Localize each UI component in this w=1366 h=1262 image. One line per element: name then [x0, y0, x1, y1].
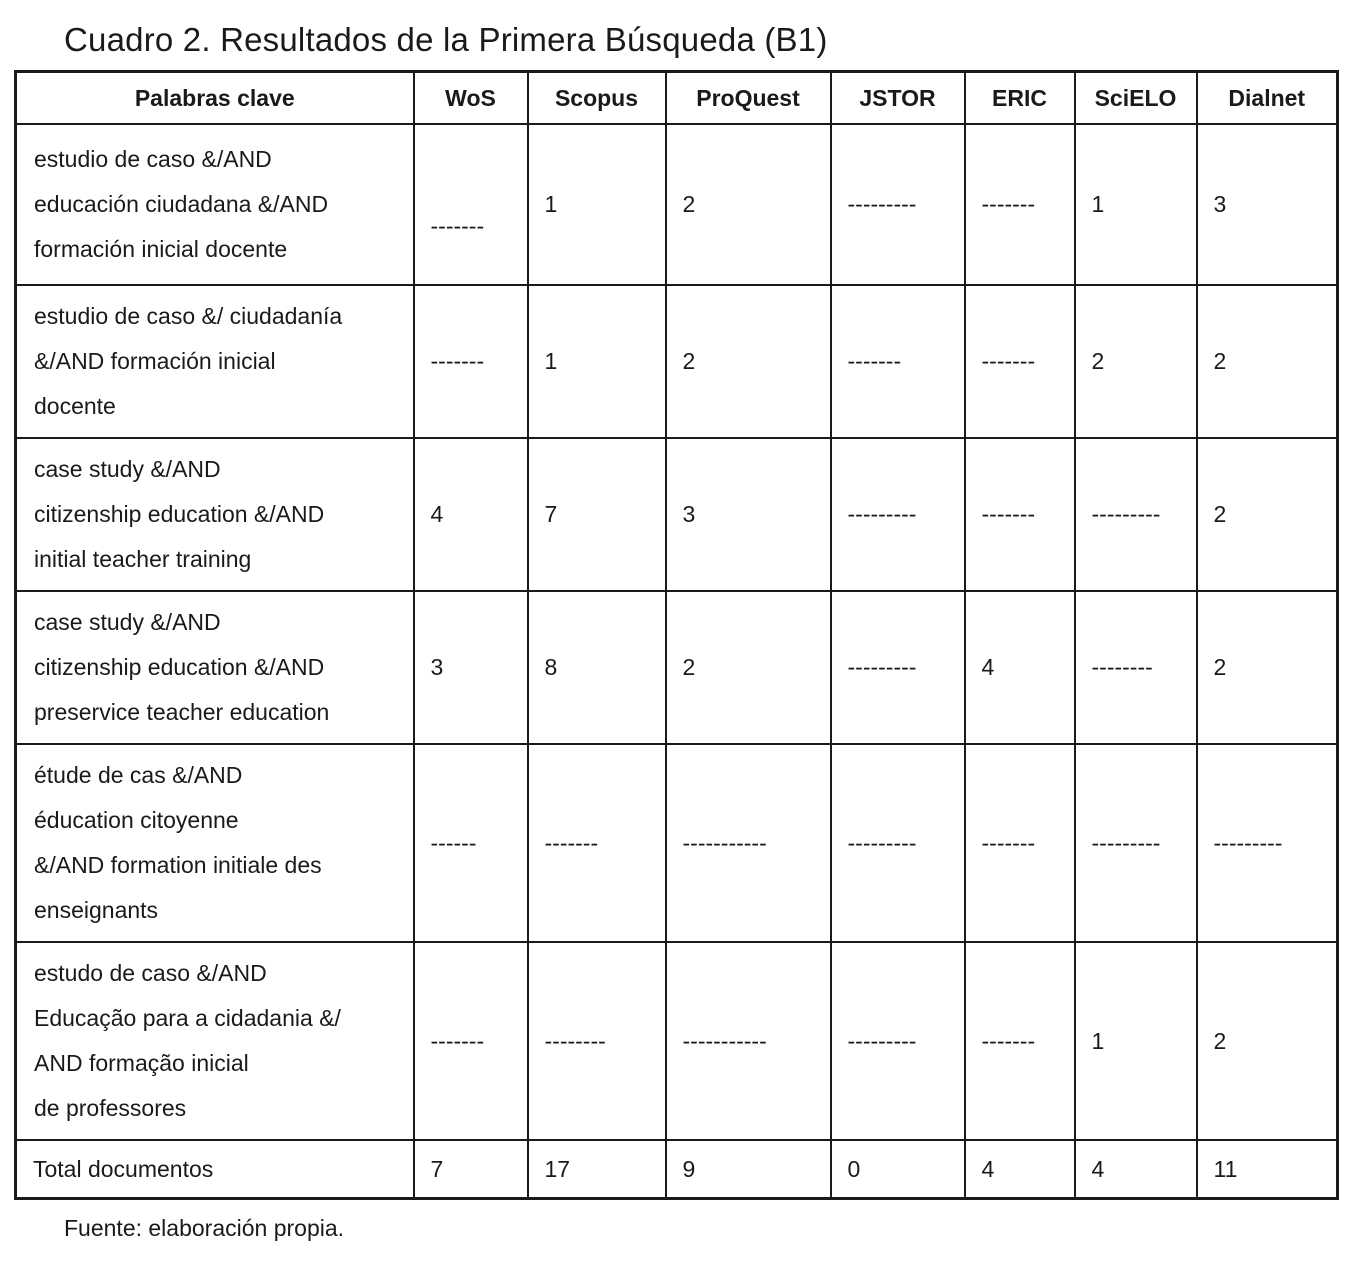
- eric-cell: -------: [965, 438, 1075, 591]
- eric-cell: 4: [965, 591, 1075, 744]
- table-row: [16, 285, 1338, 438]
- jstor-cell: ---------: [831, 124, 965, 285]
- dialnet-cell: 3: [1197, 124, 1338, 285]
- header-eric: ERIC: [965, 72, 1075, 125]
- proquest-cell: 2: [666, 591, 831, 744]
- scielo-cell: 1: [1075, 942, 1197, 1140]
- dialnet-cell: 2: [1197, 942, 1338, 1140]
- dialnet-cell: 2: [1197, 438, 1338, 591]
- scielo-cell: ---------: [1075, 744, 1197, 942]
- jstor-cell: ---------: [831, 438, 965, 591]
- jstor-cell: ---------: [831, 942, 965, 1140]
- scopus-cell: --------: [528, 942, 666, 1140]
- header-row: [16, 72, 1338, 125]
- eric-cell: -------: [965, 942, 1075, 1140]
- wos-cell: 4: [414, 438, 528, 591]
- header-scopus: Scopus: [528, 72, 666, 125]
- scielo-cell: 1: [1075, 124, 1197, 285]
- source-note: Fuente: elaboración propia.: [64, 1215, 345, 1241]
- keywords-cell: estudio de caso &/ ciudadanía &/AND formación inicial docente: [16, 285, 414, 438]
- eric-cell: -------: [965, 744, 1075, 942]
- wos-cell: -------: [414, 942, 528, 1140]
- total-scielo: 4: [1075, 1140, 1197, 1199]
- proquest-cell: 2: [666, 124, 831, 285]
- wos-cell: -------: [414, 285, 528, 438]
- total-eric: 4: [965, 1140, 1075, 1199]
- scopus-cell: 8: [528, 591, 666, 744]
- total-label: Total documentos: [16, 1140, 414, 1199]
- jstor-cell: ---------: [831, 591, 965, 744]
- proquest-cell: 3: [666, 438, 831, 591]
- table-row: [16, 438, 1338, 591]
- wos-cell: ------: [414, 744, 528, 942]
- dialnet-cell: ---------: [1197, 744, 1338, 942]
- scopus-cell: 7: [528, 438, 666, 591]
- table-row: [16, 124, 1338, 285]
- table-row: [16, 744, 1338, 942]
- keywords-cell: estudio de caso &/AND educación ciudadana &/AND formación inicial docente: [16, 124, 414, 285]
- keywords-cell: estudo de caso &/AND Educação para a cidadania &/ AND formação inicial de professores: [16, 942, 414, 1140]
- header-scielo: SciELO: [1075, 72, 1197, 125]
- proquest-cell: -----------: [666, 942, 831, 1140]
- scopus-cell: -------: [528, 744, 666, 942]
- proquest-cell: 2: [666, 285, 831, 438]
- total-proquest: 9: [666, 1140, 831, 1199]
- header-jstor: JSTOR: [831, 72, 965, 125]
- header-keywords: Palabras clave: [16, 72, 414, 125]
- header-proquest: ProQuest: [666, 72, 831, 125]
- jstor-cell: ---------: [831, 744, 965, 942]
- results-table: [14, 70, 1339, 1200]
- dialnet-cell: 2: [1197, 285, 1338, 438]
- dialnet-cell: 2: [1197, 591, 1338, 744]
- header-wos: WoS: [414, 72, 528, 125]
- total-dialnet: 11: [1197, 1140, 1338, 1199]
- table-row: [16, 942, 1338, 1140]
- total-jstor: 0: [831, 1140, 965, 1199]
- scopus-cell: 1: [528, 285, 666, 438]
- total-wos: 7: [414, 1140, 528, 1199]
- proquest-cell: -----------: [666, 744, 831, 942]
- keywords-cell: étude de cas &/AND éducation citoyenne &/AND formation initiale des enseignants: [16, 744, 414, 942]
- eric-cell: -------: [965, 124, 1075, 285]
- scielo-cell: 2: [1075, 285, 1197, 438]
- eric-cell: -------: [965, 285, 1075, 438]
- scopus-cell: 1: [528, 124, 666, 285]
- wos-cell: -------: [414, 124, 528, 285]
- table-row: [16, 591, 1338, 744]
- keywords-cell: case study &/AND citizenship education &/AND initial teacher training: [16, 438, 414, 591]
- header-dialnet: Dialnet: [1197, 72, 1338, 125]
- table-title: Cuadro 2. Resultados de la Primera Búsqueda (B1): [64, 21, 828, 58]
- scielo-cell: ---------: [1075, 438, 1197, 591]
- wos-cell: 3: [414, 591, 528, 744]
- total-scopus: 17: [528, 1140, 666, 1199]
- scielo-cell: --------: [1075, 591, 1197, 744]
- jstor-cell: -------: [831, 285, 965, 438]
- keywords-cell: case study &/AND citizenship education &/AND preservice teacher education: [16, 591, 414, 744]
- total-row: [16, 1140, 1338, 1199]
